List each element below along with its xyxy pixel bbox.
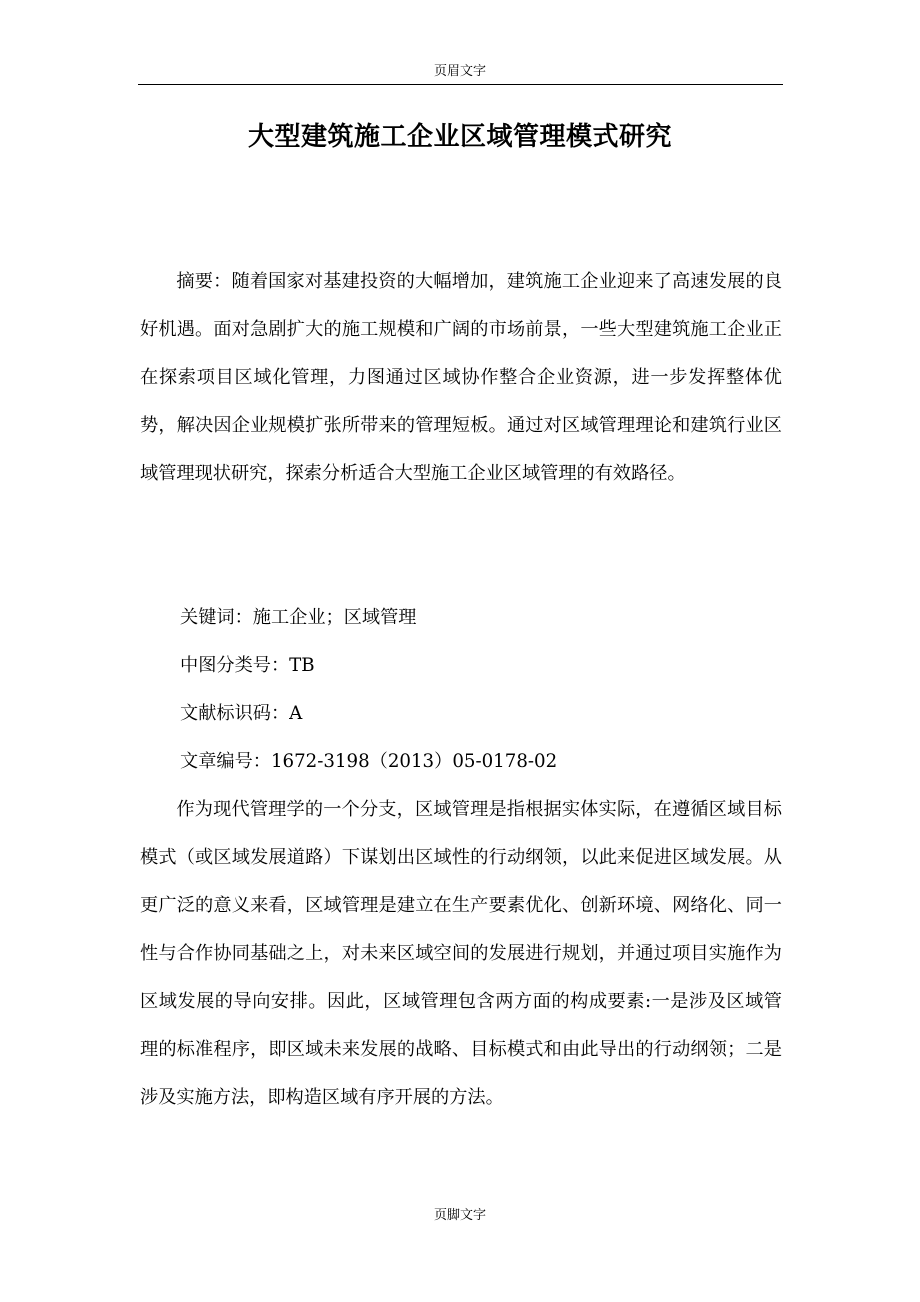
page-footer: 页脚文字 (433, 1208, 486, 1223)
page-header: 页眉文字 (433, 64, 486, 79)
body-paragraph: 作为现代管理学的一个分支，区域管理是指根据实体实际，在遵循区域目标模式（或区域发展道路）下谋划出区域性的行动纲领，以此来促进区域发展。从更广泛的意义来看，区域管理是建立在生产要素优化、创新环境、网络化、同一性与合作协同基础之上，对未来区域空间的发展进行规划，并通过项目实施作为区域发展的导向安排。因此，区域管理包含两方面的构成要素:一是涉及区域管理的标准程序，即区域未来发展的战略、目标模式和由此导出的行动纲领；二是涉及实施方法，即构造区域有序开展的方法。 (140, 799, 782, 1108)
header-divider (138, 84, 783, 85)
clc-number-line: 中图分类号：TB (180, 655, 315, 676)
article-number-line: 文章编号：1672-3198（2013）05-0178-02 (180, 751, 558, 772)
keywords-line: 关键词：施工企业；区域管理 (180, 607, 417, 628)
abstract-paragraph: 摘要：随着国家对基建投资的大幅增加，建筑施工企业迎来了高速发展的良好机遇。面对急剧扩大的施工规模和广阔的市场前景，一些大型建筑施工企业正在探索项目区域化管理，力图通过区域协作整合企业资源，进一步发挥整体优势，解决因企业规模扩张所带来的管理短板。通过对区域管理理论和建筑行业区域管理现状研究，探索分析适合大型施工企业区域管理的有效路径。 (140, 271, 782, 484)
document-code-line: 文献标识码：A (180, 703, 303, 724)
document-title: 大型建筑施工企业区域管理模式研究 (247, 122, 672, 152)
